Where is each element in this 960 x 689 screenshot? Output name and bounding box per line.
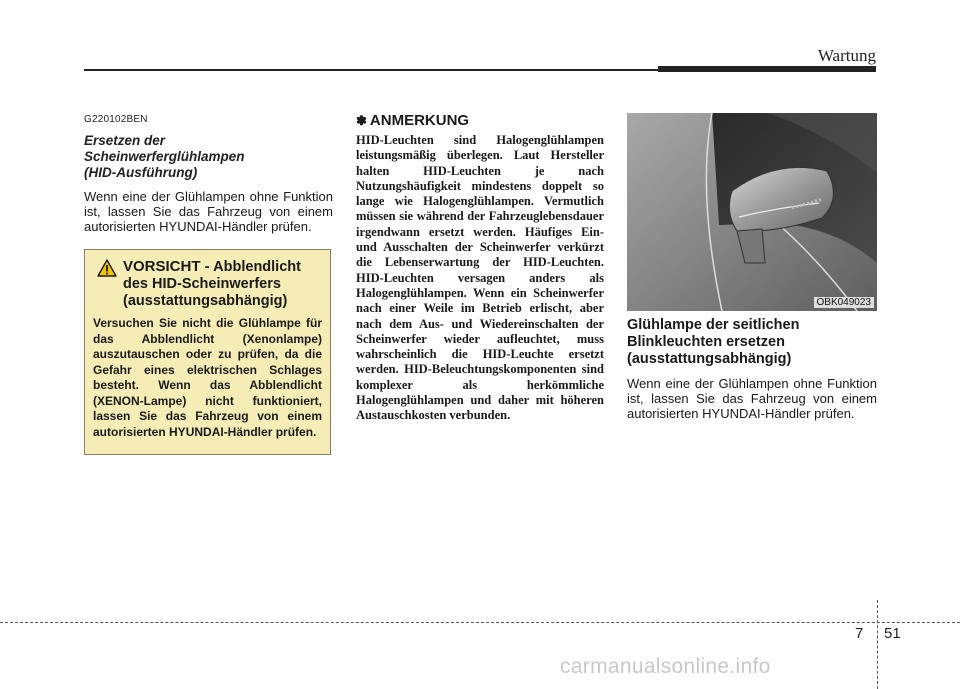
- side-mirror-illustration: [627, 113, 877, 311]
- section-code: G220102BEN: [84, 114, 148, 125]
- caution-title: [123, 258, 322, 310]
- section-body: Wenn eine der Glühlampen ohne Funktion ist, lassen Sie das Fahrzeug von einem autorisierten HYUNDAI-Händler prüfen.: [84, 189, 333, 234]
- page-number: 51: [884, 625, 901, 642]
- right-heading: [627, 317, 877, 368]
- side-mirror-photo: [627, 113, 877, 311]
- caution-box: [84, 249, 331, 455]
- right-body: Wenn eine der Glühlampen ohne Funktion ist, lassen Sie das Fahrzeug von einem autorisierten HYUNDAI-Händler prüfen.: [627, 376, 877, 421]
- section-title: Wartung: [817, 46, 876, 65]
- figure-code: OBK049023: [814, 297, 875, 308]
- footer-rule: [0, 622, 960, 623]
- right-column: [627, 317, 877, 421]
- section-heading-line3: (HID-Ausführung): [84, 165, 198, 180]
- note-heading-text: ANMERKUNG: [369, 112, 470, 129]
- right-heading-line1: Glühlampe der seitlichen: [627, 317, 800, 333]
- section-heading-line1: Ersetzen der: [84, 133, 166, 148]
- caution-body: Versuchen Sie nicht die Glühlampe für das Abblendlicht (Xenonlampe) auszutauschen oder zu prüfen, da die Gefahr eines elektrischen Schlages besteht. Wenn das Abblendlicht (XENON-Lampe) nicht funktioniert, lassen Sie das Fahrzeug von einem autorisierten HYUNDAI-Händler prüfen.: [93, 316, 322, 439]
- right-heading-line3: (ausstattungsabhängig): [627, 351, 792, 367]
- chapter-number: 7: [855, 625, 864, 642]
- caution-label: VORSICHT -: [123, 258, 210, 275]
- footer-divider: [877, 600, 878, 689]
- note-body: HID-Leuchten sind Halogenglühlampen leistungsmäßig überlegen. Laut Hersteller halten HID-Leuchten je nach Nutzungshäufigkeit mindestens doppelt so lange wie Halogenglühlampen. Vermutlich müssen sie während der Fahrzeuglebensdauer irgendwann ersetzt werden. Häufiges Ein- und Ausschalten der Scheinwerfer verkürzt die Lebenserwartung der HID-Leuchten. HID-Leuchten versagen anders als Halogenglühlampen. Wenn ein Scheinwerfer nach einer Weile im Betrieb erlischt, aber nach dem Aus- und Wiedereinschalten der Scheinwerfer wieder aufleuchtet, muss wahrscheinlich die HID-Leuchte ersetzt werden. HID-Beleuchtungskomponenten sind komplexer als herkömmliche Halogenglühlampen und daher mit höheren Austauschkosten verbunden.: [356, 133, 604, 423]
- watermark: carmanualsonline.info: [560, 655, 771, 678]
- caution-title-text: Abblendlicht des HID-Scheinwerfers (ausstattungsabhängig): [123, 259, 301, 309]
- note-heading: [356, 112, 604, 129]
- caution-header: [93, 258, 322, 310]
- warning-triangle-icon: [97, 259, 117, 277]
- note-star-icon: ✽: [356, 112, 367, 128]
- header-rule-accent: [658, 66, 876, 72]
- right-heading-line2: Blinkleuchten ersetzen: [627, 334, 785, 350]
- section-heading: [84, 133, 333, 181]
- left-column: [84, 112, 333, 234]
- section-heading-line2: Scheinwerferglühlampen: [84, 149, 245, 164]
- note-column: [356, 112, 604, 424]
